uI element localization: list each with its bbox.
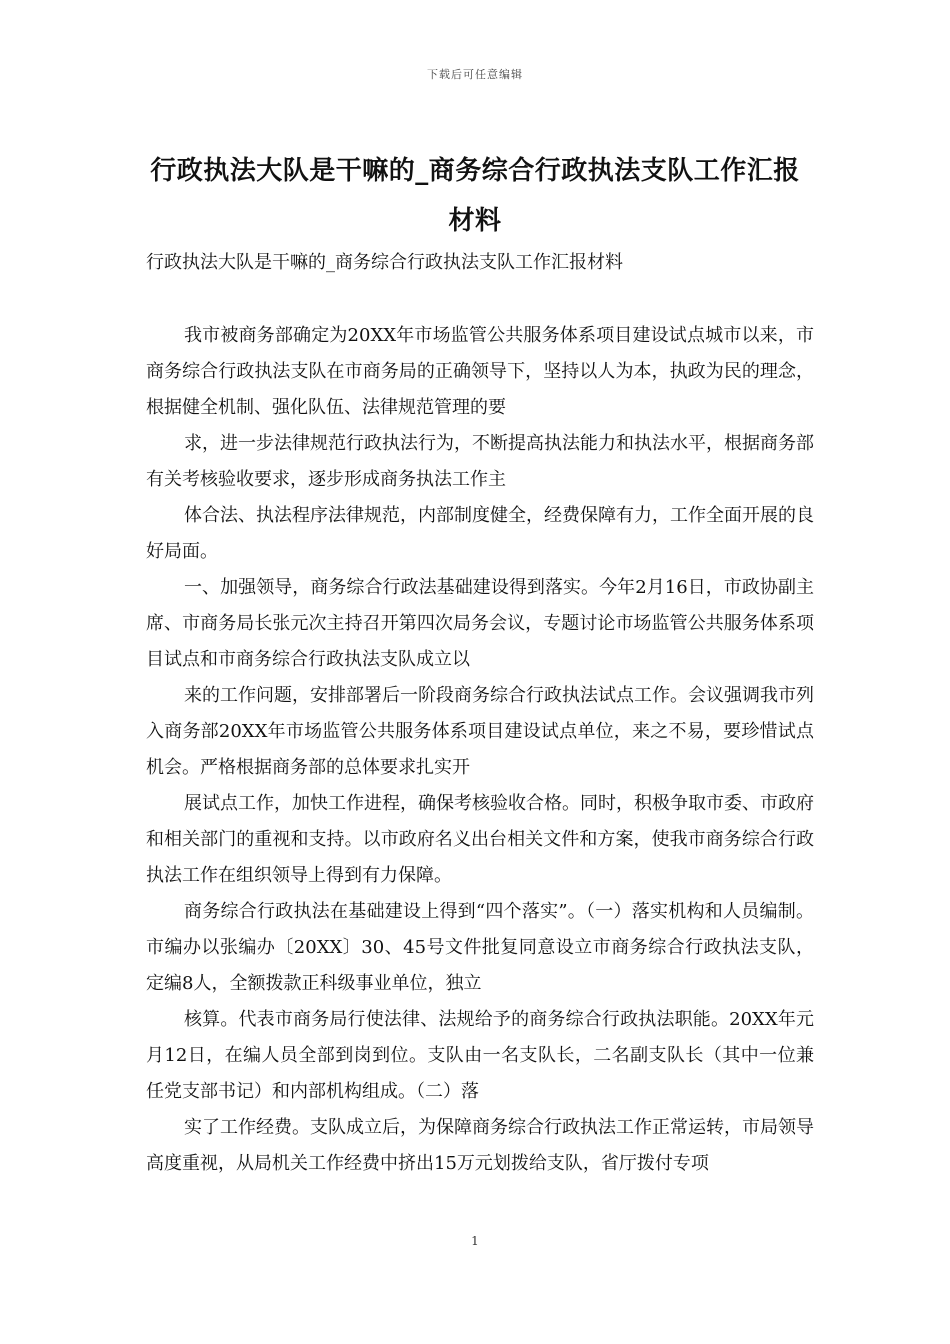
paragraph: 体合法、执法程序法律规范，内部制度健全，经费保障有力，工作全面开展的良好局面。: [146, 505, 814, 562]
document-subtitle: 行政执法大队是干嘛的_商务综合行政执法支队工作汇报材料: [146, 252, 623, 273]
paragraph: 求，进一步法律规范行政执法行为，不断提高执法能力和执法水平，根据商务部有关考核验收要求，逐步形成商务执法工作主: [146, 433, 814, 490]
paragraph: 展试点工作，加快工作进程，确保考核验收合格。同时，积极争取市委、市政府和相关部门的重视和支持。以市政府名义出台相关文件和方案，使我市商务综合行政执法工作在组织领导上得到有力保障。: [146, 793, 814, 886]
paragraph: 商务综合行政执法在基础建设上得到“四个落实”。（一）落实机构和人员编制。市编办以张编办〔20XX〕30、45号文件批复同意设立市商务综合行政执法支队，定编8人，全额拨款正科级事业单位，独立: [146, 901, 814, 994]
paragraph: 来的工作问题，安排部署后一阶段商务综合行政执法试点工作。会议强调我市列入商务部20XX年市场监管公共服务体系项目建设试点单位，来之不易，要珍惜试点机会。严格根据商务部的总体要求扎实开: [146, 685, 814, 778]
document-title: 行政执法大队是干嘛的_商务综合行政执法支队工作汇报材料: [150, 156, 800, 236]
paragraph: 我市被商务部确定为20XX年市场监管公共服务体系项目建设试点城市以来，市商务综合行政执法支队在市商务局的正确领导下，坚持以人为本，执政为民的理念，根据健全机制、强化队伍、法律规范管理的要: [146, 325, 814, 418]
paragraph: 一、加强领导，商务综合行政法基础建设得到落实。今年2月16日，市政协副主席、市商务局长张元次主持召开第四次局务会议，专题讨论市场监管公共服务体系项目试点和市商务综合行政执法支队成立以: [146, 577, 814, 670]
document-body: [146, 318, 814, 1182]
page-number: 1: [471, 1234, 479, 1248]
header-note: 下载后可任意编辑: [427, 68, 523, 81]
paragraph: 实了工作经费。支队成立后，为保障商务综合行政执法工作正常运转，市局领导高度重视，从局机关工作经费中挤出15万元划拨给支队，省厅拨付专项: [146, 1117, 814, 1174]
paragraph: 核算。代表市商务局行使法律、法规给予的商务综合行政执法职能。20XX年元月12日，在编人员全部到岗到位。支队由一名支队长，二名副支队长（其中一位兼任党支部书记）和内部机构组成。（二）落: [146, 1009, 814, 1102]
